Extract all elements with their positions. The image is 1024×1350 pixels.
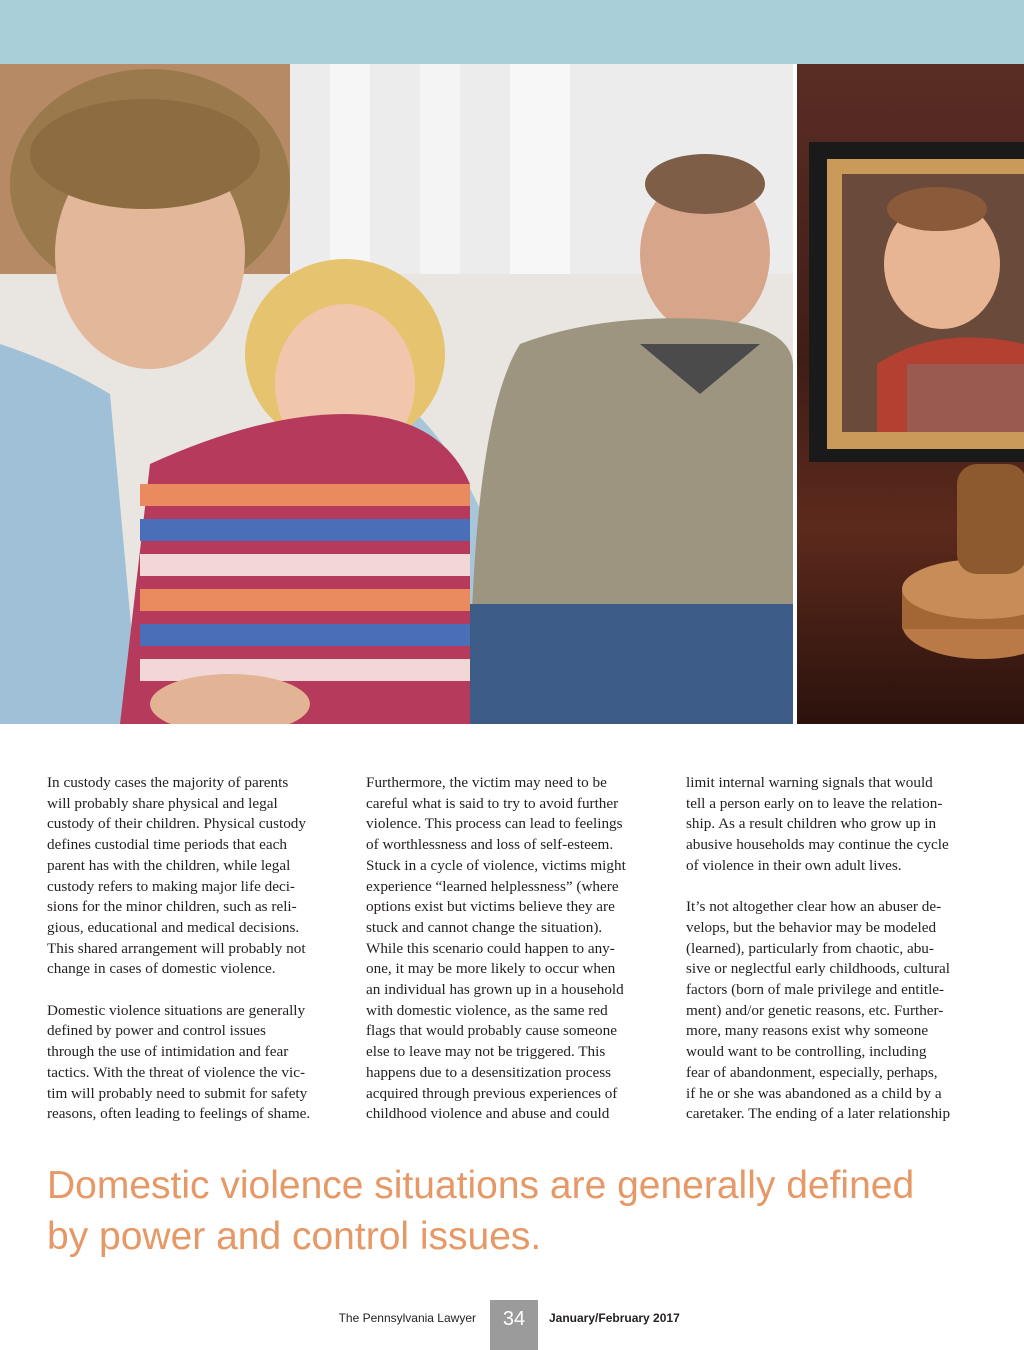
paragraph: Furthermore, the victim may need to be careful what is said to try to avoid further violence. This process can lead to feelings of worthlessness and loss of self-esteem. Stuck in a cycle of violence, victims might experience “learned helplessness” (where options exist but victims believe they are stuck and cannot change the situation). While this scenario could happen to any- one, it may be more likely to occur when an individual has grown up in a household with domestic violence, as the same red flags that would probably cause someone else to leave may not be triggered. This happens due to a desensitization process acquired through previous experiences of childhood violence and abuse and could	[366, 774, 626, 1123]
paragraph: limit internal warning signals that would tell a person early on to leave the relation- ship. As a result children who grow up in abusive households may continue the cycle of violence in their own adult lives.	[686, 774, 949, 874]
paragraph: Domestic violence situations are generally defined by power and control issues through the use of intimidation and fear tactics. With the threat of violence the vic- tim will probably need to submit for safety reasons, often leading to feelings of shame.	[47, 1001, 311, 1123]
article-column-1	[47, 773, 347, 1146]
gavel-photo	[797, 64, 1024, 724]
article-column-2	[366, 773, 666, 1146]
page-number: 34	[490, 1300, 538, 1350]
top-color-band	[0, 0, 1024, 64]
footer-issue: January/February 2017	[549, 1311, 680, 1325]
paragraph: It’s not altogether clear how an abuser de- velops, but the behavior may be modeled (learned), particularly from chaotic, abu- sive or neglectful early childhoods, cultural factors (born of male privilege and entitle- ment) and/or genetic reasons, etc. Further- more, many reasons exist why someone would want to be controlling, including fear of abandonment, especially, perhaps, if he or she was abandoned as a child by a caretaker. The ending of a later relationship	[686, 898, 951, 1123]
article-column-3	[686, 773, 986, 1146]
pull-quote: Domestic violence situations are generally defined by power and control issues.	[47, 1164, 915, 1258]
footer-publication: The Pennsylvania Lawyer	[338, 1311, 476, 1325]
paragraph: In custody cases the majority of parents will probably share physical and legal custody of their children. Physical custody defines custodial time periods that each parent has with the children, while legal custody refers to making major life deci- sions for the minor children, such as reli- gious, educational and medical decisions. This shared arrangement will probably not change in cases of domestic violence.	[47, 774, 306, 978]
family-photo	[0, 64, 793, 724]
